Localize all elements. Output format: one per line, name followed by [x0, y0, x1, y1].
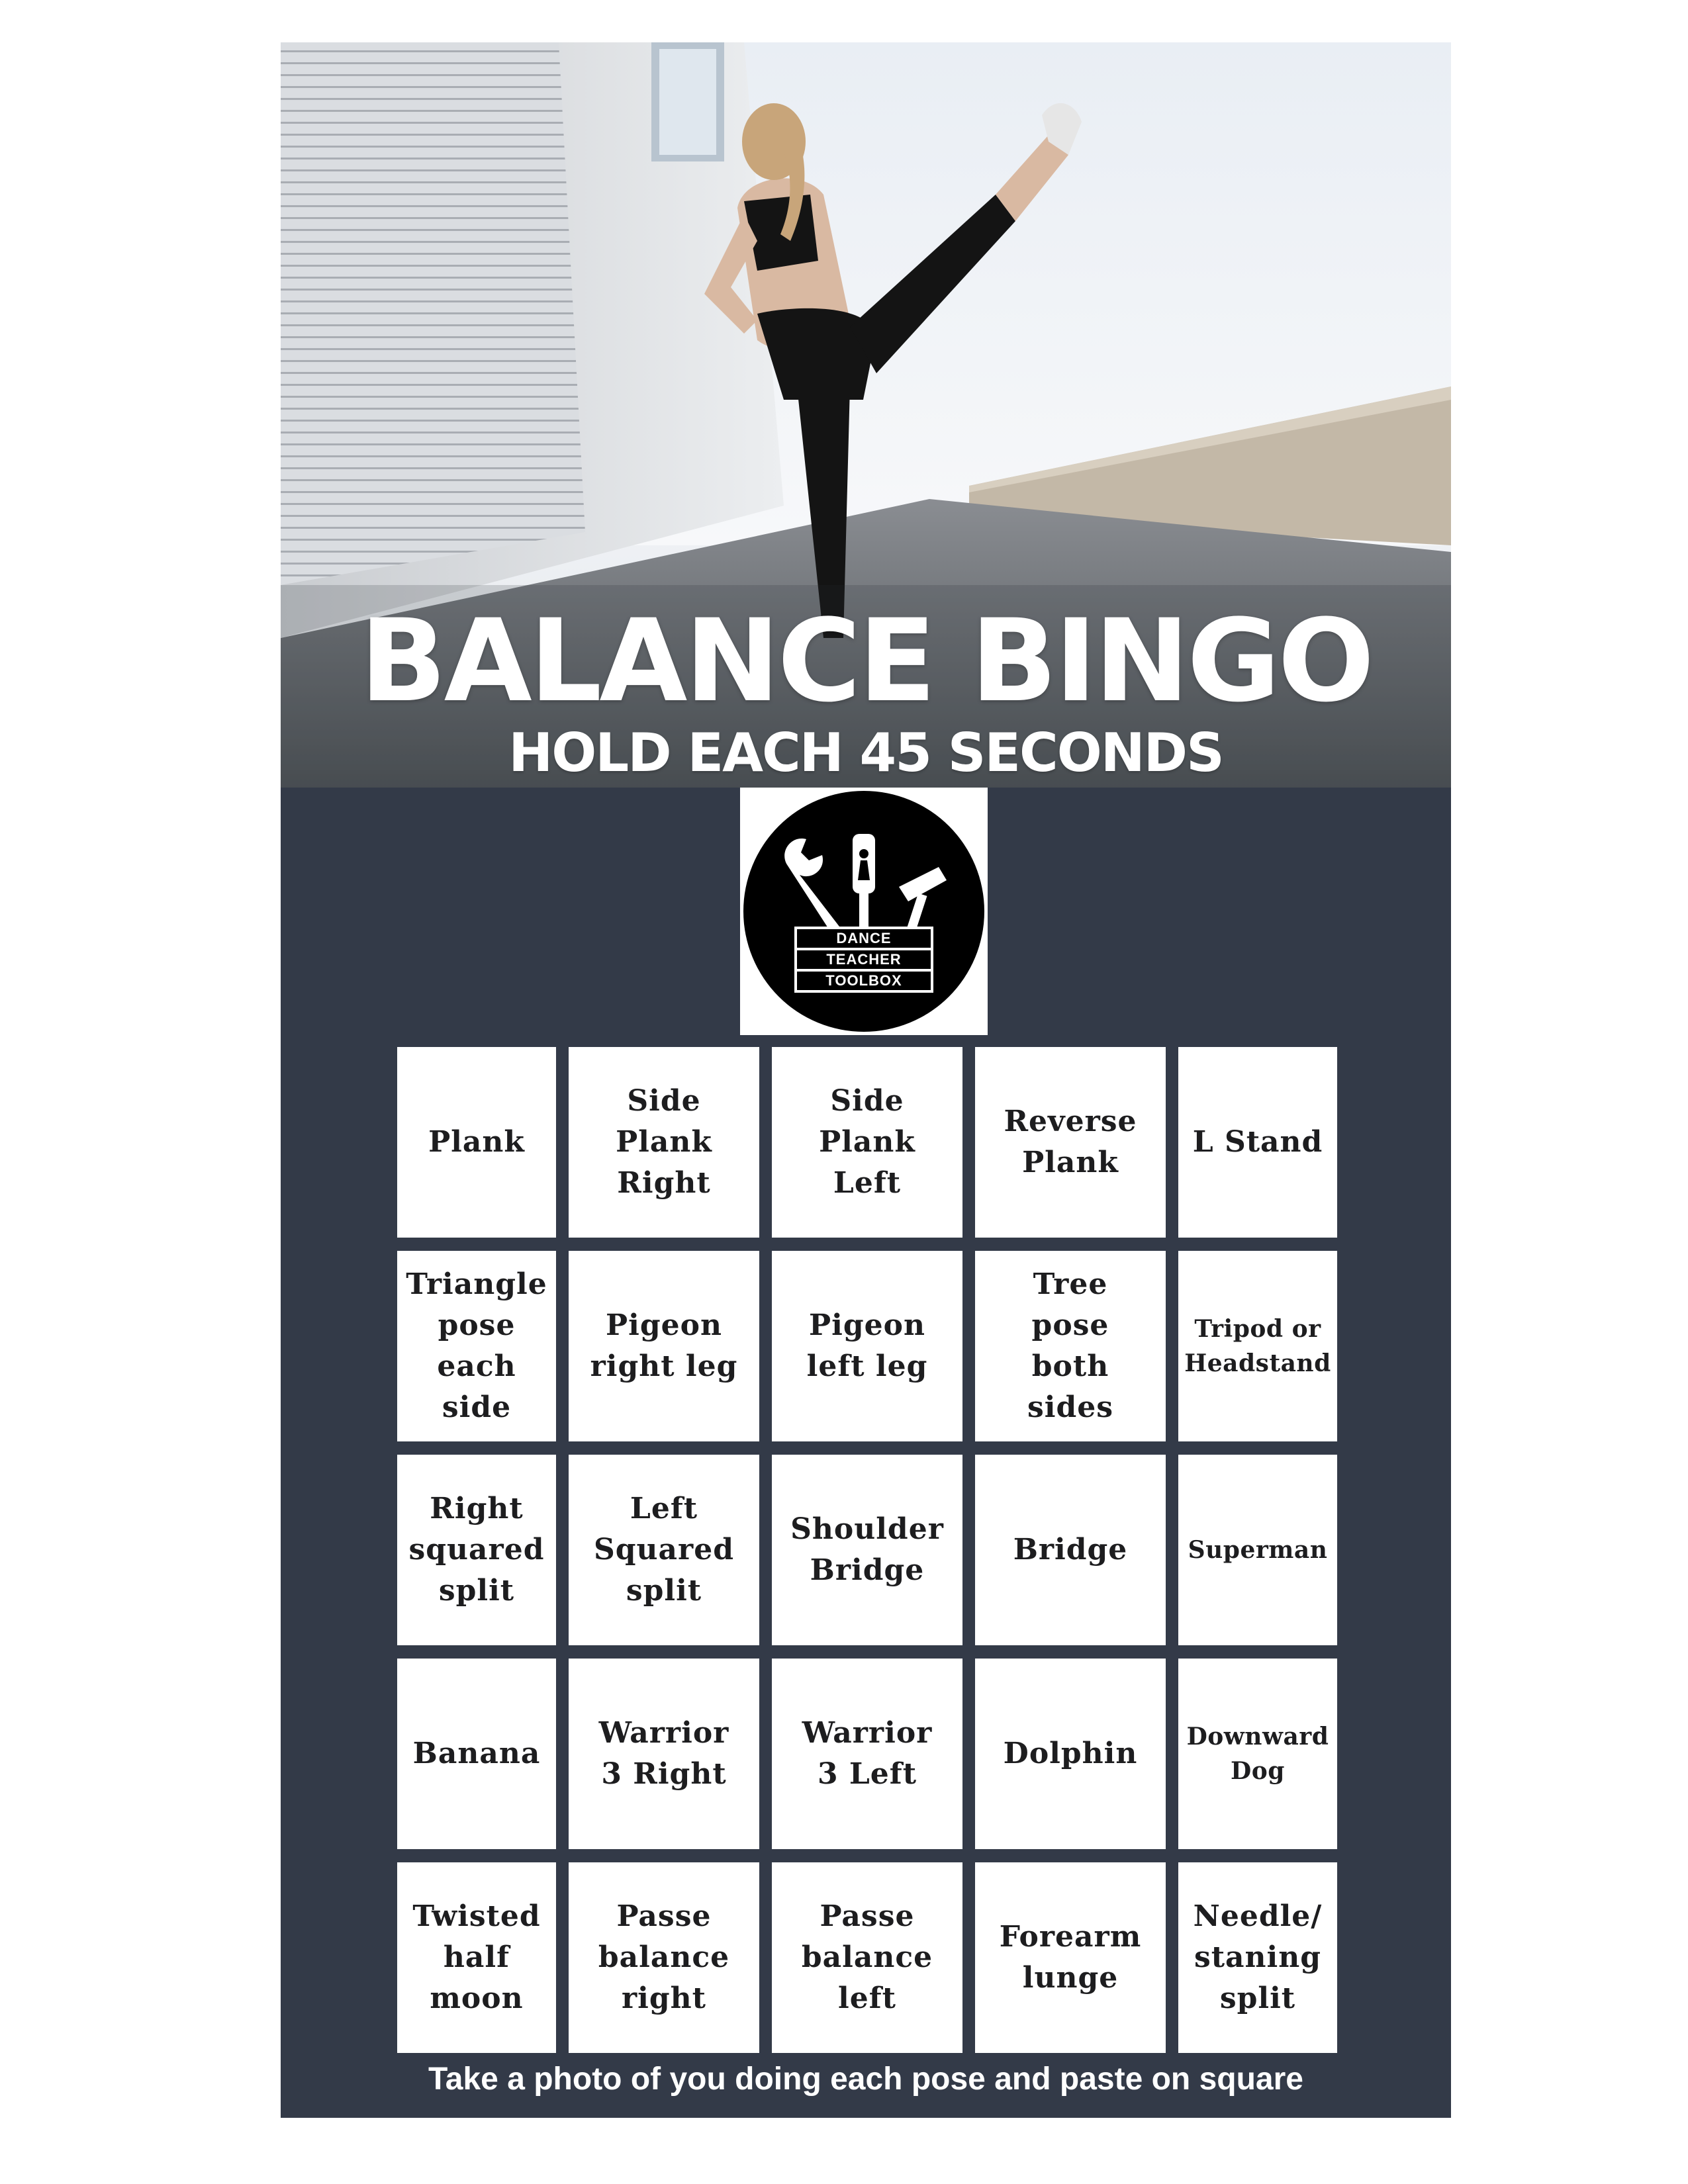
- bingo-square[interactable]: Warrior 3 Left: [772, 1659, 962, 1849]
- footer-instruction: Take a photo of you doing each pose and paste on square: [428, 2062, 1303, 2097]
- bingo-square[interactable]: Shoulder Bridge: [772, 1455, 962, 1645]
- bingo-square[interactable]: Reverse Plank: [975, 1047, 1166, 1238]
- bingo-square[interactable]: Side Plank Left: [772, 1047, 962, 1238]
- bingo-square[interactable]: Pigeon right leg: [569, 1251, 759, 1441]
- bingo-square[interactable]: Superman: [1178, 1455, 1337, 1645]
- bingo-square[interactable]: Side Plank Right: [569, 1047, 759, 1238]
- bingo-square[interactable]: Left Squared split: [569, 1455, 759, 1645]
- bingo-square[interactable]: Tree pose both sides: [975, 1251, 1166, 1441]
- bingo-square[interactable]: Plank: [397, 1047, 556, 1238]
- bingo-square[interactable]: Pigeon left leg: [772, 1251, 962, 1441]
- dance-teacher-toolbox-logo: [740, 788, 988, 1035]
- logo-line-teacher: TEACHER: [826, 951, 902, 968]
- bingo-square[interactable]: Dolphin: [975, 1659, 1166, 1849]
- bingo-square[interactable]: Tripod or Headstand: [1178, 1251, 1337, 1441]
- bingo-square[interactable]: Passe balance left: [772, 1862, 962, 2053]
- poster-subtitle: HOLD EACH 45 SECONDS: [508, 722, 1223, 784]
- bingo-square[interactable]: L Stand: [1178, 1047, 1337, 1238]
- bingo-square[interactable]: Right squared split: [397, 1455, 556, 1645]
- hero-photo: [281, 42, 1451, 788]
- bingo-square[interactable]: Bridge: [975, 1455, 1166, 1645]
- bingo-square[interactable]: Forearm lunge: [975, 1862, 1166, 2053]
- bingo-square[interactable]: Triangle pose each side: [397, 1251, 556, 1441]
- bingo-square[interactable]: Warrior 3 Right: [569, 1659, 759, 1849]
- bingo-square[interactable]: Passe balance right: [569, 1862, 759, 2053]
- toolbox-icon: [740, 788, 988, 1035]
- bingo-square[interactable]: Needle/ staning split: [1178, 1862, 1337, 2053]
- logo-line-toolbox: TOOLBOX: [825, 972, 902, 989]
- bingo-poster: [281, 42, 1451, 2118]
- logo-line-dance: DANCE: [836, 930, 892, 946]
- bingo-square[interactable]: Twisted half moon: [397, 1862, 556, 2053]
- poster-title: BALANCE BINGO: [359, 594, 1372, 727]
- bingo-grid: [397, 1047, 1337, 2053]
- bingo-square[interactable]: Downward Dog: [1178, 1659, 1337, 1849]
- bingo-square[interactable]: Banana: [397, 1659, 556, 1849]
